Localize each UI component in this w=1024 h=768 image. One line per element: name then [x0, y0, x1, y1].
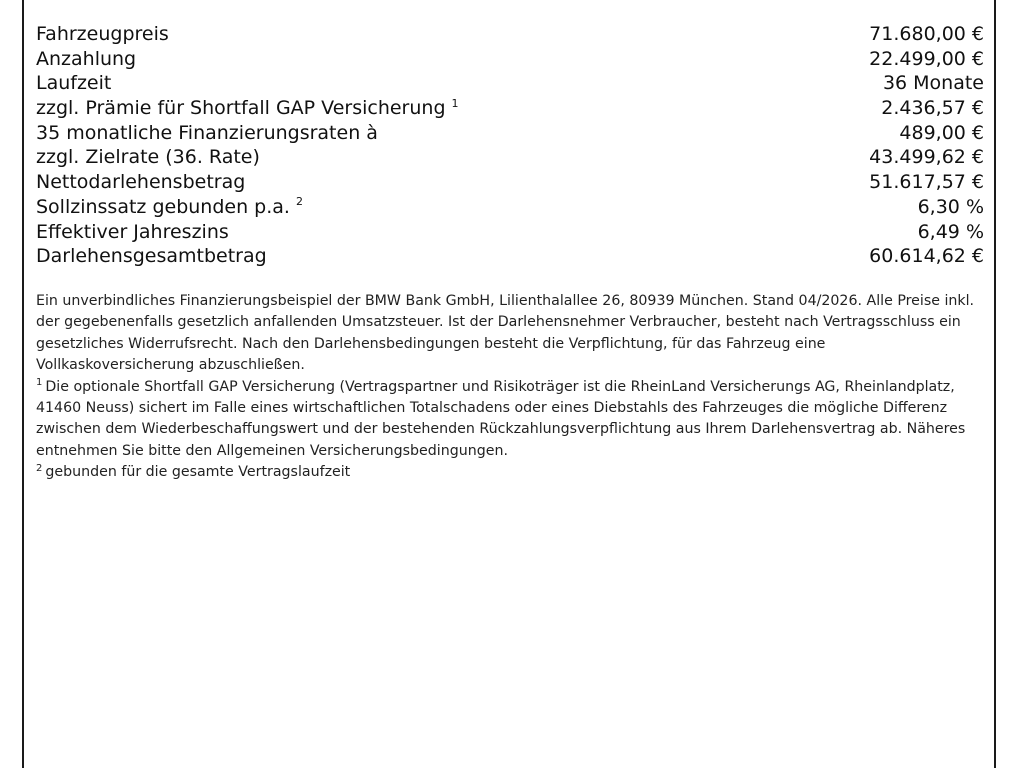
row-gap-praemie [36, 96, 984, 121]
footnote-marker: 1 [451, 96, 459, 110]
row-label: Darlehensgesamtbetrag [36, 245, 267, 268]
row-value: 6,30 % [917, 195, 984, 218]
row-value: 36 Monate [882, 72, 984, 95]
row-value: 71.680,00 € [869, 23, 984, 45]
finance-example-table [36, 22, 984, 269]
row-label: zzgl. Prämie für Shortfall GAP Versicherung $^1$ [36, 96, 459, 120]
footnote-2 [36, 462, 986, 483]
row-anzahlung [36, 47, 984, 72]
footnote-marker: 1 [36, 376, 43, 388]
row-nettodarlehensbetrag [36, 170, 984, 195]
row-label: 35 monatliche Finanzierungsraten à [36, 121, 378, 144]
footnote-marker: 2 [36, 462, 43, 474]
disclaimer-main-text: Ein unverbindliches Finanzierungsbeispiel der BMW Bank GmbH, Lilienthalallee 26, 80939 München. Stand 04/2026. Alle Preise inkl. der gegebenenfalls gesetzlich anfallenden Umsatzsteuer. Ist der Darlehensnehmer Verbraucher, besteht nach Vertragsschluss ein gesetzliches Widerrufsrecht. Nach den Darlehensbedingungen besteht die Verpflichtung, für das Fahrzeug eine Vollkaskoversicherung abzuschließen. [36, 293, 975, 374]
row-effektiver-jahreszins [36, 220, 984, 245]
row-value: 489,00 € [899, 121, 984, 144]
row-value: 6,49 % [917, 220, 984, 243]
row-label: zzgl. Zielrate (36. Rate) [36, 146, 260, 169]
row-value: 2.436,57 € [881, 97, 984, 120]
row-label: Laufzeit [36, 72, 112, 95]
row-laufzeit [36, 71, 984, 96]
row-fahrzeugpreis [36, 22, 984, 47]
row-value: 43.499,62 € [869, 146, 984, 169]
row-value: 60.614,62 € [869, 245, 984, 268]
row-monatsraten [36, 121, 984, 146]
footnote-text: Die optionale Shortfall GAP Versicherung (Vertragspartner und Risikoträger ist die RheinLand Versicherungs AG, Rheinlandplatz, 41460 Neuss) sichert im Falle eines wirtschaftlichen Totalschadens oder eines Diebstahls des Fahrzeuges die mögliche Differenz zwischen dem Wiederbeschaffungswert und der bestehenden Rückzahlungsverpflichtung aus Ihrem Darlehensvertrag ab. Näheres entnehmen Sie bitte den Allgemeinen Versicherungsbedingungen. [36, 378, 966, 459]
row-darlehensgesamtbetrag [36, 244, 984, 269]
row-value: 51.617,57 € [869, 171, 984, 194]
row-label: Fahrzeugpreis [36, 23, 169, 45]
row-value: 22.499,00 € [869, 47, 984, 70]
footnote-marker: 2 [295, 195, 303, 209]
legal-disclaimer [36, 291, 986, 484]
row-zielrate [36, 145, 984, 170]
row-sollzinssatz [36, 195, 984, 220]
row-label: Effektiver Jahreszins [36, 220, 229, 243]
row-label: Sollzinssatz gebunden p.a. $^2$ [36, 195, 303, 218]
footnote-text: gebunden für die gesamte Vertragslaufzeit [45, 464, 351, 481]
row-label: Anzahlung [36, 47, 137, 70]
footnote-1 [36, 377, 986, 463]
row-label: Nettodarlehensbetrag [36, 171, 246, 194]
